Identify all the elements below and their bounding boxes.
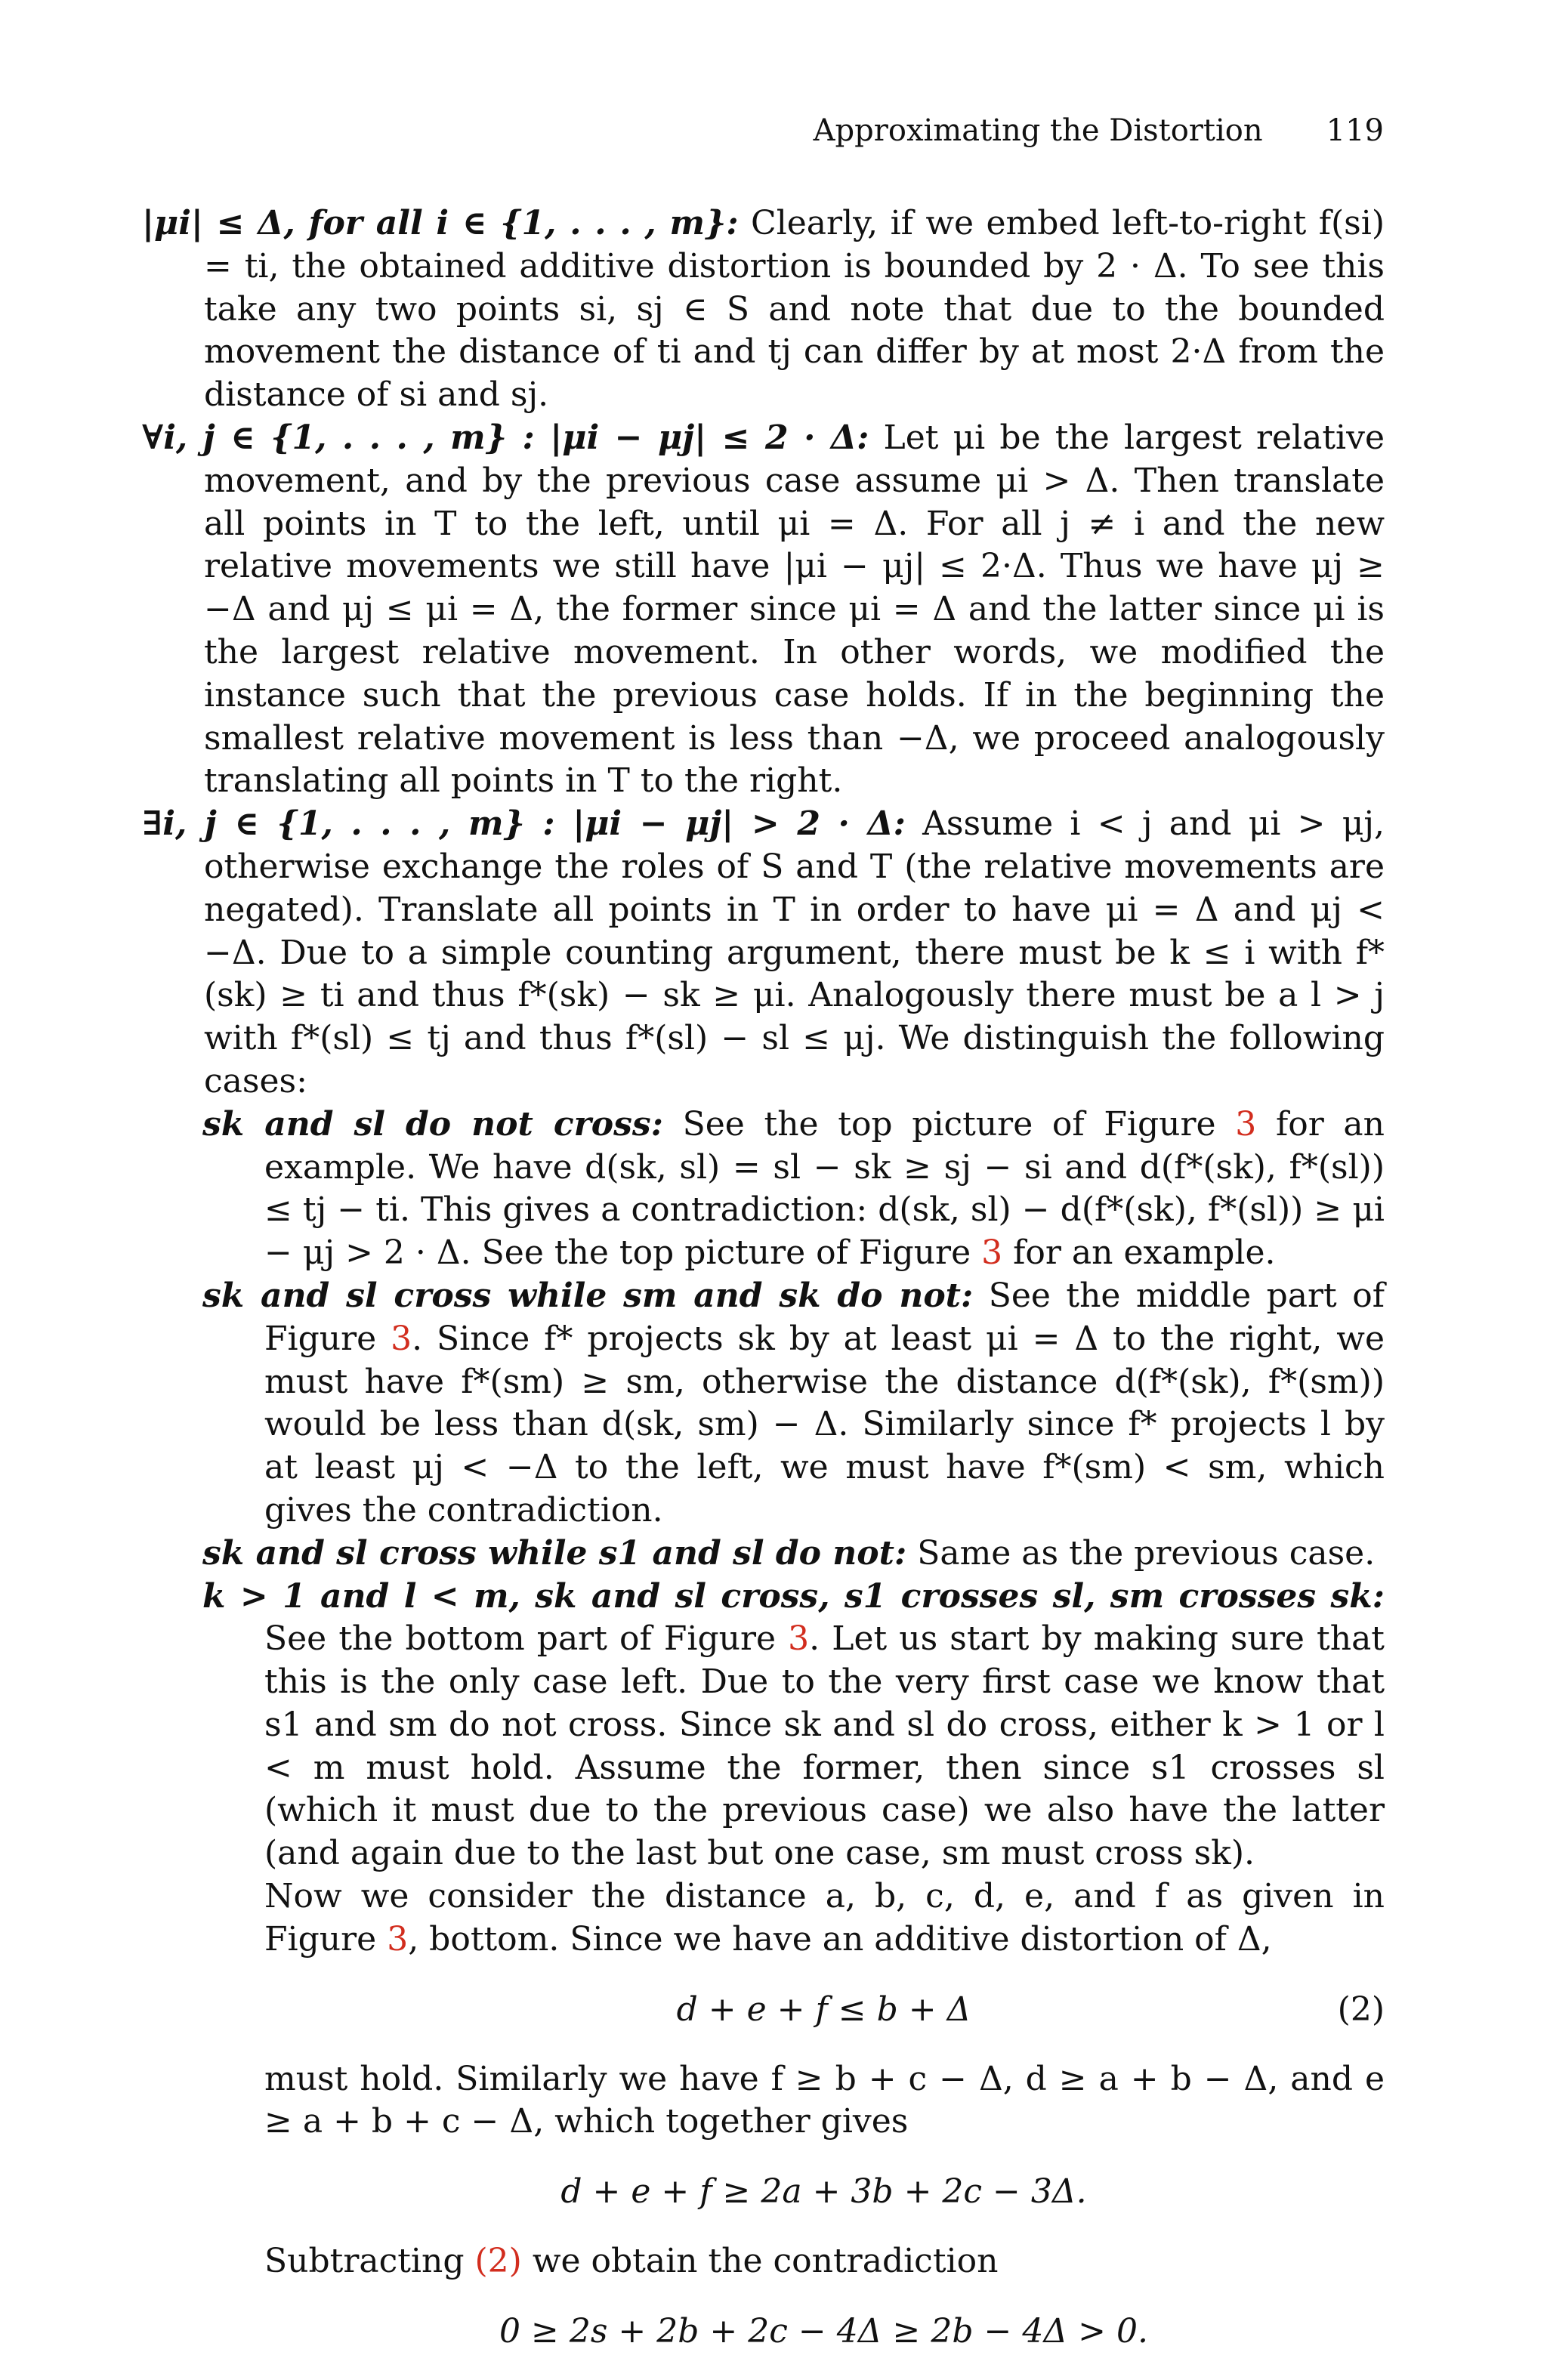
figure-reference-link[interactable]: 3 (981, 1233, 1003, 1273)
subcase-cross-s1-sl-not (142, 1533, 1385, 1576)
subcase-heading: sk and sl cross while s1 and sl do not: (202, 1533, 907, 1573)
distance-paragraph (142, 1875, 1385, 1962)
equation-number: (2) (1337, 1990, 1385, 2029)
equation-text: 0 ≥ 2s + 2b + 2c − 4Δ ≥ 2b − 4Δ > 0. (499, 2312, 1148, 2351)
subcase-cross-sm-sk-not (142, 1275, 1385, 1533)
subcase-text: . Since f* projects sk by at least μi = Δ to the right, we must have f*(sm) ≥ sm, otherwise the distance d(f*(sk), f*(sm)) would be less than d(sk, sm) − Δ. Similarly since f* projects l by at least μj < −Δ to the left, we must have f*(sm) < sm, which gives the contradiction. (264, 1319, 1385, 1530)
figure-reference-link[interactable]: 3 (788, 1619, 810, 1659)
paragraph-text: must hold. Similarly we have f ≥ b + c − Δ, d ≥ a + b − Δ, and e ≥ a + b + c − Δ, which together gives (264, 2059, 1385, 2141)
equation-text: d + e + f ≥ 2a + 3b + 2c − 3Δ. (560, 2172, 1087, 2212)
case-text: Clearly, if we embed left-to-right f(si) = ti, the obtained additive distortion is bounded by 2 · Δ. To see this take any two points si, sj ∈ S and note that due to the bounded movement the distance of ti and tj can differ by at most 2·Δ from the distance of si and sj. (204, 204, 1385, 415)
subcase-do-not-cross (142, 1104, 1385, 1275)
equation-2 (142, 1989, 1385, 2031)
case-pairwise-bounded (142, 417, 1385, 803)
page-number: 119 (1326, 113, 1384, 148)
subcase-text: See the top picture of Figure (682, 1104, 1216, 1144)
paragraph-text: Subtracting (264, 2242, 465, 2281)
case-heading: ∀i, j ∈ {1, . . . , m} : |μi − μj| ≤ 2 · Δ: (142, 418, 869, 457)
case-exists-large-gap (142, 803, 1385, 1104)
equation-reference-link[interactable]: (2) (474, 2242, 522, 2281)
case-text: Let μi be the largest relative movement, and by the previous case assume μi > Δ. Then translate all points in T to the left, until μi = Δ. For all j ≠ i and the new relative movements we still have |μi − μj| ≤ 2·Δ. Thus we have μj ≥ −Δ and μj ≤ μi = Δ, the former since μi = Δ and the latter since μi is the largest relative movement. In other words, we modified the instance such that the previous case holds. If in the beginning the smallest relative movement is less than −Δ, we proceed analogously translating all points in T to the right. (204, 418, 1385, 801)
subcase-text: for an example. (1013, 1233, 1276, 1273)
case-text: Assume i < j and μi > μj, otherwise exchange the roles of S and T (the relative movements are negated). Translate all points in T in order to have μi = Δ and μj < −Δ. Due to a simple counting argument, there must be k ≤ i with f*(sk) ≥ ti and thus f*(sk) − sk ≥ μi. Analogously there must be a l > j with f*(sl) ≤ tj and thus f*(sl) − sl ≤ μj. We distinguish the following cases: (204, 804, 1385, 1100)
subcase-all-cross (142, 1576, 1385, 1876)
proof-body (142, 202, 1385, 2380)
subtracting-paragraph (142, 2240, 1385, 2283)
running-head-title: Approximating the Distortion (813, 113, 1263, 148)
paragraph-text: , bottom. Since we have an additive distortion of Δ, (408, 1919, 1272, 1959)
equation-sum (142, 2171, 1385, 2213)
case-bounded-movement (142, 202, 1385, 417)
subcase-text: . Let us start by making sure that this is the only case left. Due to the very first case we know that s1 and sm do not cross. Since sk and sl do cross, either k > 1 or l < m must hold. Assume the former, then since s1 crosses sl (which it must due to the previous case) we also have the latter (and again due to the last but one case, sm must cross sk). (264, 1619, 1385, 1873)
running-head (814, 113, 1384, 148)
subcase-heading: sk and sl do not cross: (202, 1104, 663, 1144)
paragraph-text: we obtain the contradiction (532, 2242, 999, 2281)
equation-contradiction (142, 2311, 1385, 2353)
paragraph-text: Now we consider the distance a, b, c, d, e, and f as given in Figure (264, 1877, 1385, 1959)
bounds-paragraph (142, 2058, 1385, 2144)
subcase-text: See the bottom part of Figure (264, 1619, 777, 1659)
figure-reference-link[interactable]: 3 (1235, 1104, 1257, 1144)
subcase-text: See the middle part of Figure (264, 1276, 1385, 1358)
case-heading: ∃i, j ∈ {1, . . . , m} : |μi − μj| > 2 · Δ: (142, 804, 906, 844)
case-heading: |μi| ≤ Δ, for all i ∈ {1, . . . , m}: (142, 204, 739, 242)
figure-reference-link[interactable]: 3 (391, 1319, 412, 1358)
subcase-heading: sk and sl cross while sm and sk do not: (202, 1276, 974, 1315)
subcase-heading: k > 1 and l < m, sk and sl cross, s1 crosses sl, sm crosses sk: (202, 1576, 1385, 1616)
figure-reference-link[interactable]: 3 (387, 1919, 409, 1959)
subcase-text: for an example. We have d(sk, sl) = sl − sk ≥ sj − si and d(f*(sk), f*(sl)) ≤ tj − ti. This gives a contradiction: d(sk, sl) − d(f*(sk), f*(sl)) ≥ μi − μj > 2 · Δ. See the top picture of Figure (264, 1104, 1385, 1273)
subcase-text: Same as the previous case. (917, 1533, 1376, 1573)
equation-text: d + e + f ≤ b + Δ (676, 1990, 971, 2029)
